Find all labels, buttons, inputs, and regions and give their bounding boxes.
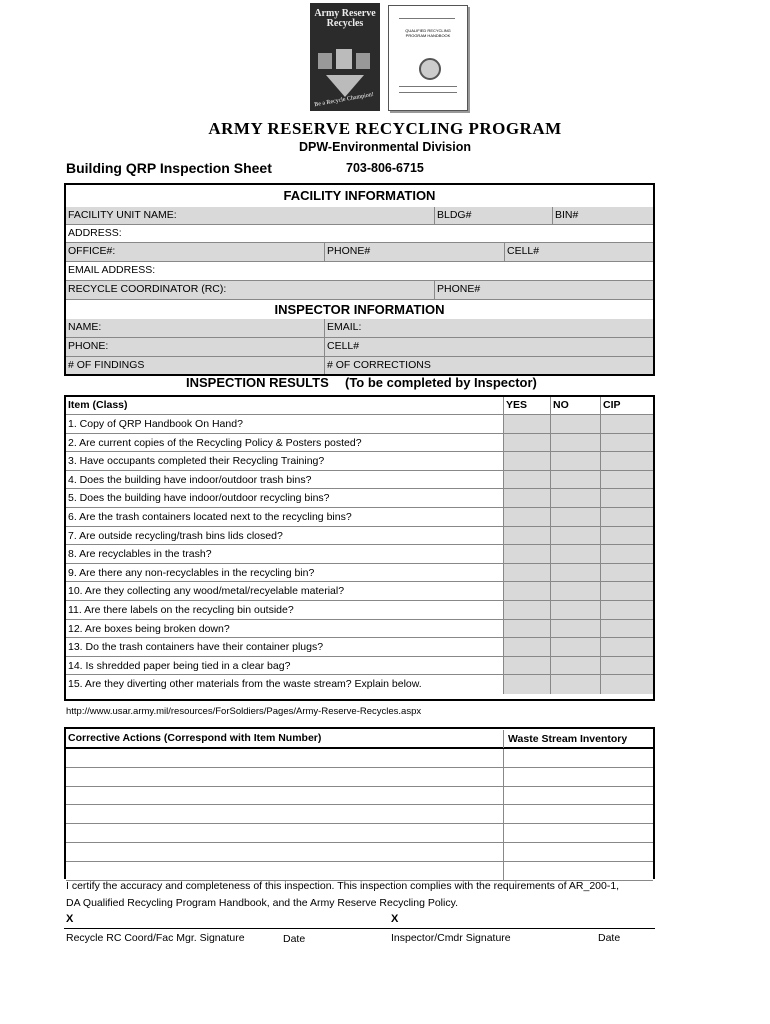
yes-checkbox-cell[interactable]: [504, 638, 551, 656]
inspection-item-question: 15. Are they diverting other materials from the waste stream? Explain below.: [66, 675, 504, 694]
findings-count-field[interactable]: # OF FINDINGS: [68, 359, 145, 371]
cip-checkbox-cell[interactable]: [601, 638, 653, 656]
inspection-item-question: 4. Does the building have indoor/outdoor trash bins?: [66, 471, 504, 489]
inspector-name-field[interactable]: NAME:: [68, 321, 102, 333]
corrective-action-field[interactable]: [66, 768, 504, 786]
col-item-header: Item (Class): [66, 397, 504, 414]
email-address-field[interactable]: EMAIL ADDRESS:: [68, 264, 156, 276]
cip-checkbox-cell[interactable]: [601, 489, 653, 507]
corrective-header-row: [66, 729, 653, 749]
inspection-results-table: [64, 395, 655, 701]
corrective-actions-header: Corrective Actions (Correspond with Item Number): [66, 730, 504, 748]
address-field[interactable]: ADDRESS:: [68, 227, 122, 239]
table-row: [66, 545, 653, 564]
facility-row: [66, 262, 653, 281]
yes-checkbox-cell[interactable]: [504, 452, 551, 470]
yes-checkbox-cell[interactable]: [504, 471, 551, 489]
rc-phone-field[interactable]: PHONE#: [434, 281, 653, 299]
poster-bin-graphic: [318, 53, 332, 69]
waste-stream-header: Waste Stream Inventory: [508, 733, 628, 745]
table-row: [66, 582, 653, 601]
waste-stream-field[interactable]: [504, 824, 653, 842]
corrective-row: [66, 749, 653, 768]
waste-stream-field[interactable]: [504, 805, 653, 823]
yes-checkbox-cell[interactable]: [504, 601, 551, 619]
inspection-item-question: 14. Is shredded paper being tied in a clear bag?: [66, 657, 504, 675]
poster-tagline: Be a Recycle Champion!: [313, 91, 375, 109]
table-row: [66, 508, 653, 527]
cell-field[interactable]: CELL#: [504, 243, 653, 261]
yes-checkbox-cell[interactable]: [504, 527, 551, 545]
inspector-heading: INSPECTOR INFORMATION: [66, 300, 653, 320]
table-row: [66, 527, 653, 546]
poster-bin-graphic: [336, 49, 352, 69]
cip-checkbox-cell[interactable]: [601, 582, 653, 600]
table-row: [66, 564, 653, 583]
col-no-header: NO: [551, 397, 601, 414]
cip-checkbox-cell[interactable]: [601, 471, 653, 489]
facility-heading: FACILITY INFORMATION: [66, 185, 653, 208]
corrective-action-field[interactable]: [66, 787, 504, 805]
inspection-item-question: 3. Have occupants completed their Recycling Training?: [66, 452, 504, 470]
inspector-row: [66, 357, 653, 374]
no-checkbox-cell[interactable]: [551, 620, 601, 638]
corrective-row: [66, 805, 653, 824]
no-checkbox-cell[interactable]: [551, 452, 601, 470]
inspection-item-question: 1. Copy of QRP Handbook On Hand?: [66, 415, 504, 433]
no-checkbox-cell[interactable]: [551, 601, 601, 619]
no-checkbox-cell[interactable]: [551, 657, 601, 675]
rc-date-label: Date: [283, 933, 306, 945]
yes-checkbox-cell[interactable]: [504, 545, 551, 563]
office-field[interactable]: OFFICE#:: [68, 245, 116, 257]
cip-checkbox-cell[interactable]: [601, 415, 653, 433]
facility-row: [66, 207, 653, 225]
facility-row: [66, 225, 653, 243]
corrective-row: [66, 843, 653, 862]
rc-signature-label: Recycle RC Coord/Fac Mgr. Signature: [66, 932, 245, 944]
rc-signature-x: X: [66, 913, 74, 925]
inspector-cell-field[interactable]: CELL#: [324, 338, 653, 356]
inspector-signature-x: X: [391, 913, 399, 925]
reference-url[interactable]: http://www.usar.army.mil/resources/ForSoldiers/Pages/Army-Reserve-Recycles.aspx: [66, 706, 422, 717]
inspection-item-question: 5. Does the building have indoor/outdoor recycling bins?: [66, 489, 504, 507]
cip-checkbox-cell[interactable]: [601, 545, 653, 563]
facility-row: [66, 243, 653, 262]
inspector-date-label: Date: [598, 932, 621, 944]
yes-checkbox-cell[interactable]: [504, 582, 551, 600]
booklet-rule: [399, 92, 457, 93]
inspection-item-question: 12. Are boxes being broken down?: [66, 620, 504, 638]
yes-checkbox-cell[interactable]: [504, 620, 551, 638]
inspector-phone-field[interactable]: PHONE:: [68, 340, 109, 352]
table-row: [66, 675, 653, 694]
no-checkbox-cell[interactable]: [551, 527, 601, 545]
table-row: [66, 620, 653, 639]
booklet-title: QUALIFIED RECYCLING PROGRAM HANDBOOK: [405, 28, 451, 38]
facility-unit-name-field[interactable]: FACILITY UNIT NAME:: [68, 209, 177, 221]
waste-stream-field[interactable]: [504, 787, 653, 805]
yes-checkbox-cell[interactable]: [504, 657, 551, 675]
yes-checkbox-cell[interactable]: [504, 415, 551, 433]
no-checkbox-cell[interactable]: [551, 415, 601, 433]
corrective-row: [66, 787, 653, 806]
facility-row: [66, 281, 653, 300]
table-row: [66, 601, 653, 620]
booklet-rule: [399, 86, 457, 87]
no-checkbox-cell[interactable]: [551, 582, 601, 600]
cip-checkbox-cell[interactable]: [601, 657, 653, 675]
inspection-item-question: 8. Are recyclables in the trash?: [66, 545, 504, 563]
cip-checkbox-cell[interactable]: [601, 601, 653, 619]
no-checkbox-cell[interactable]: [551, 471, 601, 489]
yes-checkbox-cell[interactable]: [504, 564, 551, 582]
cip-checkbox-cell[interactable]: [601, 675, 653, 694]
recycle-coordinator-field[interactable]: RECYCLE COORDINATOR (RC):: [68, 283, 227, 295]
cip-checkbox-cell[interactable]: [601, 564, 653, 582]
sheet-title: Building QRP Inspection Sheet: [66, 160, 272, 176]
bldg-field[interactable]: BLDG#: [434, 207, 552, 224]
inspection-item-question: 11. Are there labels on the recycling bin outside?: [66, 601, 504, 619]
corrective-actions-table: [64, 727, 655, 879]
table-row: [66, 638, 653, 657]
corrective-row: [66, 768, 653, 787]
signature-line: [64, 928, 655, 929]
table-row: [66, 452, 653, 471]
certification-statement: I certify the accuracy and completeness of this inspection. This inspection complies with the requirements of AR_200-1, DA Qualified Recycling Program Handbook, and the Army Reserve Recycling Policy.: [66, 880, 620, 909]
poster-title-line2: Recycles: [326, 18, 364, 29]
cip-checkbox-cell[interactable]: [601, 508, 653, 526]
inspection-item-question: 9. Are there any non-recyclables in the recycling bin?: [66, 564, 504, 582]
handbook-cover-image: [388, 5, 468, 111]
phone-field[interactable]: PHONE#: [324, 243, 504, 261]
no-checkbox-cell[interactable]: [551, 564, 601, 582]
no-checkbox-cell[interactable]: [551, 638, 601, 656]
yes-checkbox-cell[interactable]: [504, 675, 551, 694]
inspector-signature-label: Inspector/Cmdr Signature: [391, 932, 511, 944]
no-checkbox-cell[interactable]: [551, 434, 601, 452]
inspection-item-question: 6. Are the trash containers located next to the recycling bins?: [66, 508, 504, 526]
table-row: [66, 415, 653, 434]
inspector-email-field[interactable]: EMAIL:: [324, 319, 653, 337]
booklet-rule: [399, 18, 455, 19]
inspection-item-question: 7. Are outside recycling/trash bins lids closed?: [66, 527, 504, 545]
cip-checkbox-cell[interactable]: [601, 452, 653, 470]
waste-stream-field[interactable]: [504, 862, 653, 880]
inspection-results-heading: INSPECTION RESULTS: [186, 375, 329, 390]
yes-checkbox-cell[interactable]: [504, 508, 551, 526]
corrective-row: [66, 824, 653, 843]
table-row: [66, 471, 653, 490]
corrective-action-field[interactable]: [66, 862, 504, 880]
corrective-action-field[interactable]: [66, 843, 504, 861]
yes-checkbox-cell[interactable]: [504, 489, 551, 507]
poster-title: [310, 9, 380, 29]
results-header-row: [66, 397, 653, 415]
waste-stream-field[interactable]: [504, 749, 653, 767]
col-cip-header: CIP: [601, 397, 653, 414]
cip-checkbox-cell[interactable]: [601, 434, 653, 452]
no-checkbox-cell[interactable]: [551, 545, 601, 563]
inspection-results-note: (To be completed by Inspector): [345, 375, 537, 390]
inspector-row: [66, 319, 653, 338]
recycle-poster-image: [310, 3, 380, 111]
cip-checkbox-cell[interactable]: [601, 527, 653, 545]
information-table: [64, 183, 655, 376]
corrective-action-field[interactable]: [66, 805, 504, 823]
program-title: ARMY RESERVE RECYCLING PROGRAM: [208, 119, 562, 138]
no-checkbox-cell[interactable]: [551, 508, 601, 526]
contact-phone: 703-806-6715: [346, 161, 424, 175]
army-seal-icon: [419, 58, 441, 80]
cip-checkbox-cell[interactable]: [601, 620, 653, 638]
no-checkbox-cell[interactable]: [551, 675, 601, 694]
yes-checkbox-cell[interactable]: [504, 434, 551, 452]
bin-field[interactable]: BIN#: [552, 207, 653, 224]
inspection-item-question: 10. Are they collecting any wood/metal/recyelable material?: [66, 582, 504, 600]
poster-bin-graphic: [356, 53, 370, 69]
col-yes-header: YES: [504, 397, 551, 414]
waste-stream-field[interactable]: [504, 768, 653, 786]
division-name: DPW-Environmental Division: [299, 140, 471, 154]
inspection-item-question: 13. Do the trash containers have their container plugs?: [66, 638, 504, 656]
inspection-item-question: 2. Are current copies of the Recycling Policy & Posters posted?: [66, 434, 504, 452]
corrections-count-field[interactable]: # OF CORRECTIONS: [324, 357, 653, 374]
corrective-action-field[interactable]: [66, 824, 504, 842]
no-checkbox-cell[interactable]: [551, 489, 601, 507]
waste-stream-field[interactable]: [504, 843, 653, 861]
table-row: [66, 489, 653, 508]
corrective-action-field[interactable]: [66, 749, 504, 767]
table-row: [66, 434, 653, 453]
inspector-row: [66, 338, 653, 357]
table-row: [66, 657, 653, 676]
poster-title-line1: Army Reserve: [314, 8, 376, 19]
